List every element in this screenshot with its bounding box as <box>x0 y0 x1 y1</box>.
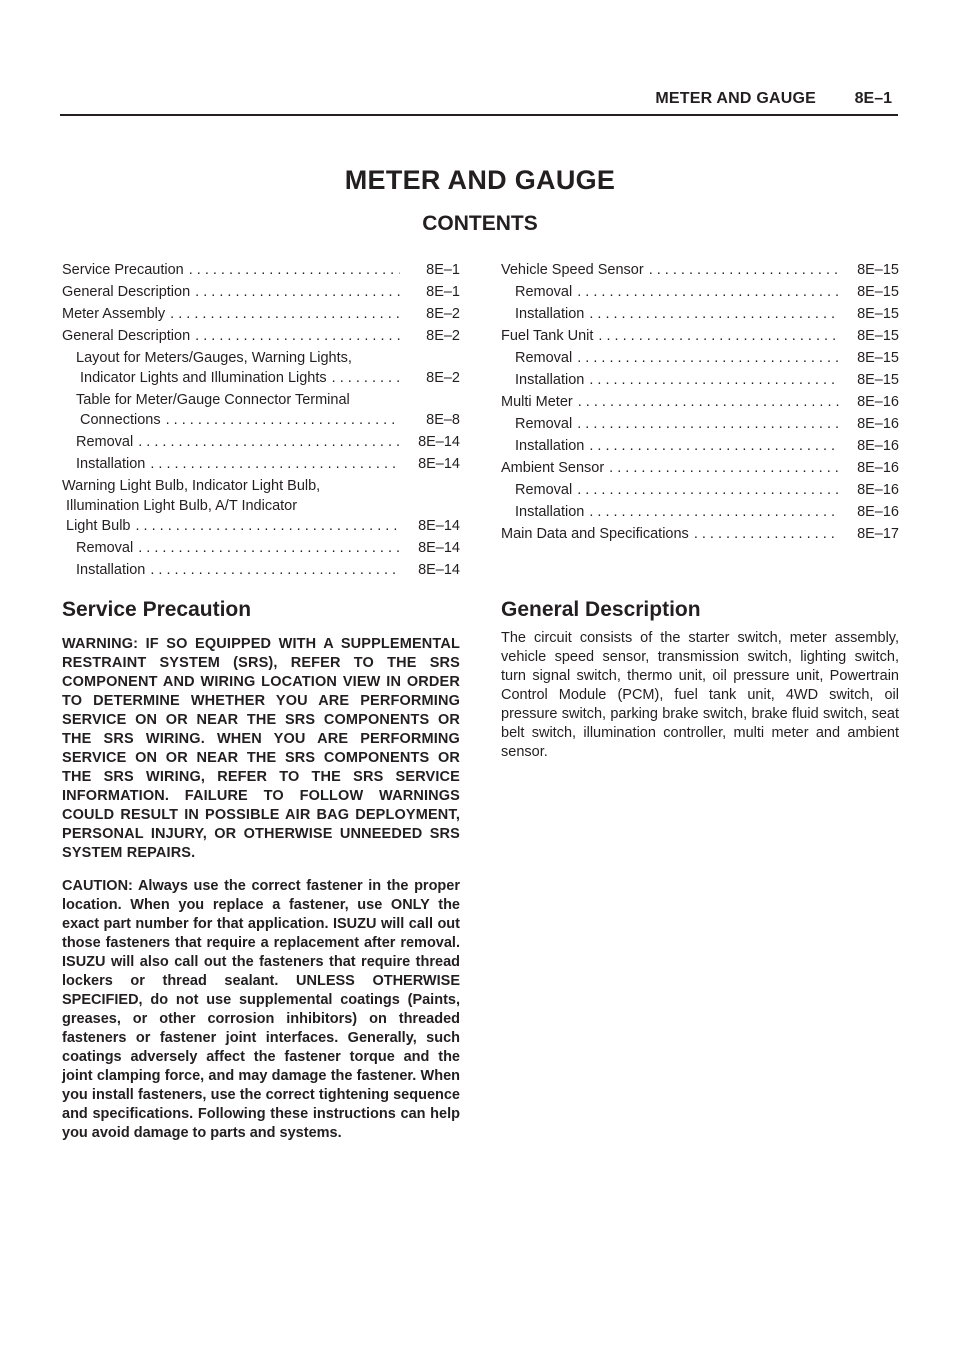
toc-leader-dots <box>689 524 839 544</box>
header-page-number: 8E–1 <box>854 90 892 107</box>
toc-entry[interactable] <box>501 348 899 368</box>
service-precaution-body <box>62 635 460 1157</box>
toc-entry-label: Removal <box>76 434 134 450</box>
toc-entry-page: 8E–14 <box>418 434 460 450</box>
toc-entry[interactable] <box>62 326 460 346</box>
toc-entry[interactable] <box>62 348 460 388</box>
toc-entry-label: Main Data and Specifications <box>501 526 689 542</box>
toc-entry[interactable] <box>62 260 460 280</box>
general-description-body <box>501 629 899 762</box>
toc-entry-page: 8E–2 <box>426 328 460 344</box>
toc-entry-page: 8E–14 <box>418 456 460 472</box>
toc-entry-label: Removal <box>515 416 573 432</box>
header-section-title: METER AND GAUGE <box>655 90 816 107</box>
toc-leader-dots <box>604 458 839 478</box>
toc-entry-label: Removal <box>515 284 573 300</box>
toc-entry-label: Ambient Sensor <box>501 460 605 476</box>
toc-leader-dots <box>190 282 400 302</box>
general-description-paragraph: The circuit consists of the starter switch, meter assembly, vehicle speed sensor, transmission switch, lighting switch, turn signal switch, thermo unit, oil pressure unit, Powertrain Control Module (PCM), fuel tank unit, 4WD switch, oil pressure switch, parking brake switch, brake fluid switch, seat belt switch, illumination controller, multi meter and ambient sensor. <box>501 630 899 760</box>
toc-entry[interactable] <box>62 432 460 452</box>
toc-entry[interactable] <box>62 304 460 324</box>
toc-entry[interactable] <box>501 304 899 324</box>
toc-entry[interactable] <box>501 502 899 522</box>
toc-entry-label: Multi Meter <box>501 394 573 410</box>
contents-heading: CONTENTS <box>422 212 538 235</box>
toc-entry[interactable] <box>501 414 899 434</box>
toc-entry[interactable] <box>501 458 899 478</box>
toc-leader-dots <box>161 410 400 430</box>
toc-entry-page: 8E–14 <box>418 540 460 556</box>
toc-entry-page: 8E–14 <box>418 518 460 534</box>
toc-entry-label: General Description <box>62 284 191 300</box>
toc-entry-label: Vehicle Speed Sensor <box>501 262 644 278</box>
toc-leader-dots <box>644 260 839 280</box>
header-rule <box>60 114 898 116</box>
toc-entry-page: 8E–16 <box>857 416 899 432</box>
toc-entry-page: 8E–16 <box>857 504 899 520</box>
toc-leader-dots <box>584 436 839 456</box>
toc-entry[interactable] <box>501 260 899 280</box>
toc-entry[interactable] <box>501 392 899 412</box>
toc-entry-page: 8E–14 <box>418 562 460 578</box>
toc-entry-label: Meter Assembly <box>62 306 166 322</box>
toc-leader-dots <box>573 392 839 412</box>
toc-entry-label: Installation <box>515 504 585 520</box>
toc-entry-label: Indicator Lights and Illumination Lights <box>80 370 327 386</box>
toc-entry[interactable] <box>501 436 899 456</box>
page-title: METER AND GAUGE <box>344 165 616 195</box>
toc-entry-page: 8E–1 <box>426 262 460 278</box>
toc-entry[interactable] <box>501 282 899 302</box>
toc-entry-label: Warning Light Bulb, Indicator Light Bulb, <box>62 478 321 494</box>
toc-entry-page: 8E–16 <box>857 460 899 476</box>
toc-entry-label: Removal <box>515 350 573 366</box>
toc-entry-label: Installation <box>515 372 585 388</box>
toc-entry-label: Illumination Light Bulb, A/T Indicator <box>66 498 298 514</box>
toc-leader-dots <box>145 560 400 580</box>
toc-leader-dots <box>190 326 400 346</box>
toc-entry-label: Light Bulb <box>66 518 131 534</box>
toc-entry-page: 8E–2 <box>426 370 460 386</box>
toc-entry[interactable] <box>501 480 899 500</box>
toc-entry-label: Service Precaution <box>62 262 184 278</box>
service-precaution-heading: Service Precaution <box>62 598 252 621</box>
toc-entry-page: 8E–15 <box>857 284 899 300</box>
toc-leader-dots <box>572 480 839 500</box>
toc-entry-page: 8E–17 <box>857 526 899 542</box>
toc-leader-dots <box>593 326 839 346</box>
caution-paragraph: CAUTION: Always use the correct fastener in the proper location. When you replace a fastener, use ONLY the exact part number for that application. ISUZU will call out those fasteners that require a replacement after removal. ISUZU will also call out the fasteners that require thread lockers or thread sealant. UNLESS OTHERWISE SPECIFIED, do not use supplemental coatings (Paints, greases, or other corrosion inhibitors) on threaded fasteners or fastener joint interfaces. Generally, such coatings adversely affect the fastener torque and the joint clamping force, and may damage the fastener. When you install fasteners, use the correct tightening sequence and specifications. Following these instructions can help you avoid damage to parts and systems. <box>62 878 460 1141</box>
toc-entry[interactable] <box>62 476 460 536</box>
toc-entry[interactable] <box>501 370 899 390</box>
toc-entry-page: 8E–16 <box>857 394 899 410</box>
toc-entry-label: Installation <box>76 456 146 472</box>
toc-entry-label: Table for Meter/Gauge Connector Terminal <box>76 392 350 408</box>
toc-leader-dots <box>584 502 839 522</box>
toc-entry-label: Layout for Meters/Gauges, Warning Lights, <box>76 350 352 366</box>
toc-entry-page: 8E–8 <box>426 412 460 428</box>
toc-entry-label: Installation <box>76 562 146 578</box>
toc-entry-page: 8E–15 <box>857 328 899 344</box>
toc-leader-dots <box>572 348 839 368</box>
toc-leader-dots <box>572 282 839 302</box>
toc-entry-label: Fuel Tank Unit <box>501 328 594 344</box>
toc-entry-label: Installation <box>515 438 585 454</box>
toc-right-column <box>501 260 899 546</box>
toc-entry-page: 8E–16 <box>857 482 899 498</box>
toc-leader-dots <box>131 516 401 536</box>
toc-entry-page: 8E–15 <box>857 306 899 322</box>
toc-leader-dots <box>572 414 839 434</box>
toc-entry[interactable] <box>501 524 899 544</box>
toc-leader-dots <box>184 260 400 280</box>
toc-entry[interactable] <box>62 282 460 302</box>
toc-entry-page: 8E–15 <box>857 350 899 366</box>
toc-leader-dots <box>327 368 400 388</box>
toc-entry-label: Removal <box>515 482 573 498</box>
toc-entry[interactable] <box>62 390 460 430</box>
warning-paragraph: WARNING: IF SO EQUIPPED WITH A SUPPLEMENTAL RESTRAINT SYSTEM (SRS), REFER TO THE SRS COMPONENT AND WIRING LOCATION VIEW IN ORDER TO DETERMINE WHETHER YOU ARE PERFORMING SERVICE ON OR NEAR THE SRS COMPONENTS OR THE SRS WIRING. WHEN YOU ARE PERFORMING SERVICE ON OR NEAR THE SRS COMPONENTS OR THE SRS WIRING, REFER TO THE SRS SERVICE INFORMATION. FAILURE TO FOLLOW WARNINGS COULD RESULT IN POSSIBLE AIR BAG DEPLOYMENT, PERSONAL INJURY, OR OTHERWISE UNNEEDED SRS SYSTEM REPAIRS. <box>62 636 460 861</box>
toc-entry[interactable] <box>62 454 460 474</box>
toc-entry[interactable] <box>62 560 460 580</box>
toc-leader-dots <box>133 432 400 452</box>
toc-entry[interactable] <box>501 326 899 346</box>
toc-left-column <box>62 260 460 582</box>
toc-leader-dots <box>584 304 839 324</box>
toc-entry-label: Removal <box>76 540 134 556</box>
running-header <box>60 90 898 116</box>
toc-leader-dots <box>133 538 400 558</box>
toc-entry-page: 8E–15 <box>857 372 899 388</box>
toc-entry[interactable] <box>62 538 460 558</box>
toc-leader-dots <box>165 304 400 324</box>
toc-entry-page: 8E–1 <box>426 284 460 300</box>
toc-entry-page: 8E–16 <box>857 438 899 454</box>
toc-entry-label: Installation <box>515 306 585 322</box>
toc-entry-page: 8E–15 <box>857 262 899 278</box>
toc-leader-dots <box>145 454 400 474</box>
toc-entry-label: General Description <box>62 328 191 344</box>
toc-leader-dots <box>584 370 839 390</box>
toc-entry-label: Connections <box>80 412 161 428</box>
toc-entry-page: 8E–2 <box>426 306 460 322</box>
general-description-heading: General Description <box>501 598 701 621</box>
